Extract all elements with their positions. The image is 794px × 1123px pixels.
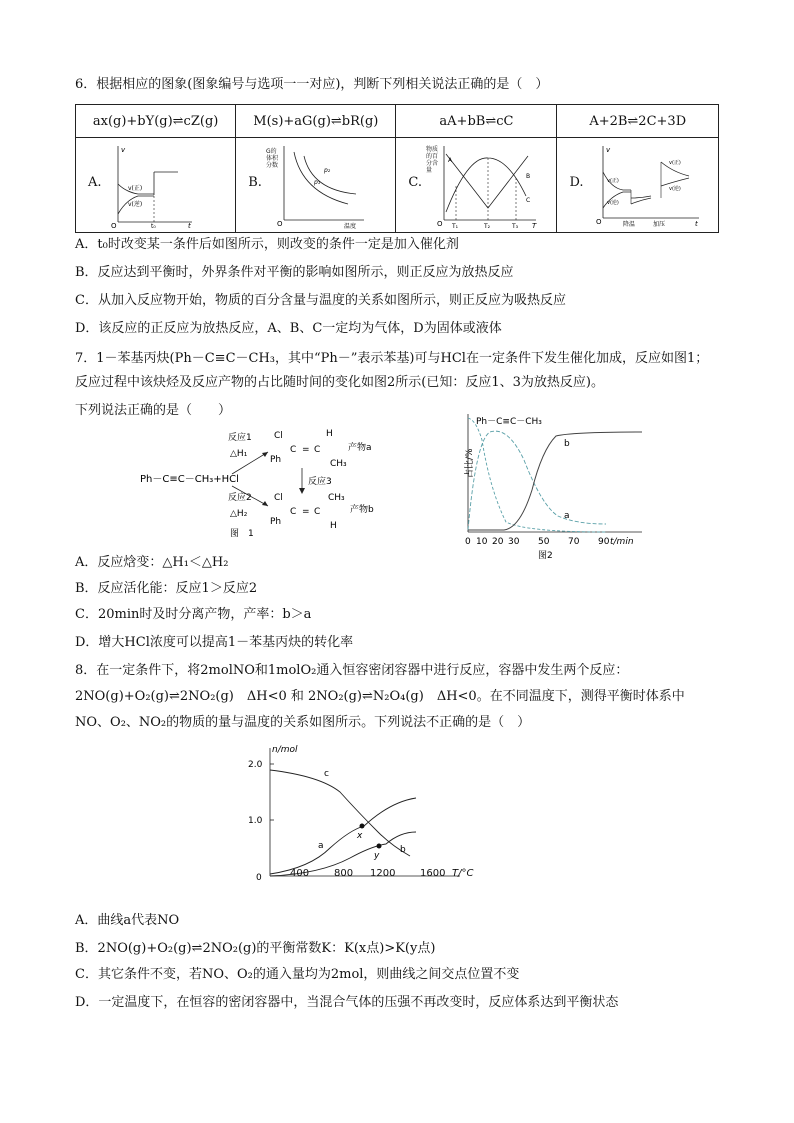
ylabel: v	[121, 146, 126, 154]
curve-a	[468, 431, 606, 530]
q8-xlabel: T/°C	[452, 868, 474, 879]
a-ph: Ph	[270, 455, 282, 465]
xlabel: 温度	[344, 223, 357, 230]
xtick-0: 0	[465, 537, 471, 547]
origin: O	[277, 220, 283, 228]
xtick-70: 70	[568, 537, 580, 547]
q8-xtick-1600: 1600	[420, 868, 446, 879]
curve1-label: A	[448, 157, 453, 164]
ylabel-wrap	[266, 148, 286, 188]
curve1-label-2: v(正)	[669, 160, 682, 166]
q6-header-3: aA+bB⇌cC	[396, 105, 557, 138]
curve-a-label: a	[318, 841, 324, 851]
q7-stem-line2: 反应过程中该炔烃及反应产物的占比随时间的变化如图2所示(已知：反应1、3为放热反应)。	[75, 375, 604, 390]
curve-c-label: c	[324, 769, 329, 779]
curve-p1	[294, 152, 348, 204]
q6-figure-b-label: B.	[248, 175, 262, 190]
point-x	[360, 824, 365, 829]
curve-b-label: b	[400, 845, 406, 855]
ylabel: 物质的百分含量	[426, 146, 439, 174]
curve2-label-2: v(逆)	[669, 186, 682, 192]
q6-figure-c-label: C.	[408, 175, 423, 190]
curve-p2	[304, 156, 356, 194]
q6-figure-b	[236, 138, 396, 233]
q6-option-d: D．该反应的正反应为放热反应，A、B、C一定均为气体，D为固体或液体	[75, 321, 502, 336]
ylabel: G的体积分数	[266, 148, 279, 169]
q7-stem-line1: 7．1－苯基丙炔(Ph－C≡C－CH₃，其中“Ph－”表示苯基)可与HCl在一定条件下发生催化加成，反应如图1；	[75, 351, 709, 366]
q8-xtick-800: 800	[334, 868, 354, 879]
q7-option-a: A．反应焓变：△H₁＜△H₂	[75, 555, 229, 570]
ytick-0: 0	[256, 873, 262, 883]
xtick-30: 30	[508, 537, 520, 547]
origin: O	[111, 222, 117, 230]
ylabel: v	[606, 146, 611, 154]
q8-stem-line3: NO、O₂、NO₂的物质的量与温度的关系如图所示。下列说法不正确的是（ ）	[75, 715, 531, 730]
curve3-label: C	[526, 197, 531, 204]
t0-tick: t₀	[151, 223, 156, 230]
xlabel: t/min	[610, 537, 634, 547]
tick-t3: T₃	[512, 223, 519, 230]
fig1-caption: 图 1	[230, 529, 254, 539]
curve1-label: v(正)	[607, 178, 620, 184]
curve-c	[446, 158, 526, 212]
b-c1: C	[290, 507, 297, 517]
q6-option-a: A．t₀时改变某一条件后如图所示，则改变的条件一定是加入催化剂	[75, 237, 459, 252]
q6-option-c: C．从加入反应物开始，物质的百分含量与温度的关系如图所示，则正反应为吸热反应	[75, 293, 566, 308]
q8-stem-line2: 2NO(g)+O₂(g)⇌2NO₂(g) ΔH<0 和 2NO₂(g)⇌N₂O₄(g) ΔH<0。在不同温度下，测得平衡时体系中	[75, 689, 685, 704]
q8-xtick-400: 400	[290, 868, 310, 879]
point-y-label: y	[374, 851, 380, 861]
ytick-1: 1.0	[248, 816, 263, 826]
q6-graph-d	[589, 142, 709, 228]
origin: O	[596, 218, 602, 226]
xtick-50: 50	[538, 537, 550, 547]
b-c2: C	[314, 507, 321, 517]
tick-t2: T₂	[484, 223, 491, 230]
q6-figure-d-label: D.	[569, 175, 584, 190]
q6-graph-b	[268, 142, 378, 228]
q6-graph-a	[108, 142, 198, 228]
xtick-10: 10	[476, 537, 488, 547]
curve-b-label: b	[564, 439, 570, 449]
curve1-label: p₁	[314, 179, 321, 186]
q8-stem-line1: 8．在一定条件下，将2molNO和1molO₂通入恒容密闭容器中进行反应，容器中发生两个反应：	[75, 663, 629, 678]
xlabel: t	[695, 220, 699, 228]
xlabel: t	[188, 222, 191, 230]
r1-label: 反应1	[228, 433, 252, 443]
curve-b	[468, 432, 642, 530]
reactant-label: Ph－C≡C－CH₃+HCl	[140, 474, 239, 485]
q7-option-b: B．反应活化能：反应1＞反应2	[75, 581, 258, 596]
r3-label: 反应3	[308, 477, 332, 487]
curve2-label: B	[526, 173, 531, 180]
q8-xtick-1200: 1200	[370, 868, 396, 879]
xtick-20: 20	[492, 537, 504, 547]
q7-stem-line3: 下列说法正确的是（ ）	[75, 403, 232, 418]
q7-figure1	[140, 420, 400, 538]
q6-stem: 6．根据相应的图象(图象编号与选项一一对应)，判断下列相关说法正确的是（ ）	[75, 77, 549, 92]
arrowhead-1	[262, 452, 268, 457]
r2-label: 反应2	[228, 493, 252, 503]
curve-c	[270, 770, 410, 856]
q6-header-1: ax(g)+bY(g)⇌cZ(g)	[76, 105, 236, 138]
prod-b-label: 产物b	[350, 505, 374, 515]
q6-header-4: A+2B⇌2C+3D	[557, 105, 719, 138]
b-ph: Ph	[270, 517, 282, 527]
xtick-90: 90	[598, 537, 610, 547]
q6-figure-c	[396, 138, 557, 233]
q7-option-c: C．20min时及时分离产物，产率：b＞a	[75, 607, 312, 622]
cool-segment	[631, 196, 651, 204]
curve-a	[270, 798, 416, 874]
q6-graph-c	[428, 142, 548, 228]
ylabel: 占比/%	[465, 448, 475, 478]
curve1-label: v(正)	[128, 185, 143, 192]
b-h: H	[330, 521, 337, 531]
ylabel: n/mol	[272, 745, 298, 755]
q8-option-c: C．其它条件不变，若NO、O₂的通入量均为2mol，则曲线之间交点位置不变	[75, 967, 520, 982]
q6-header-2: M(s)+aG(g)⇌bR(g)	[236, 105, 396, 138]
a-ch3: CH₃	[330, 459, 347, 469]
q6-figure-a	[76, 138, 236, 233]
curve-reactant	[468, 418, 606, 532]
a-eq: =	[302, 445, 310, 455]
b-ch3: CH₃	[328, 493, 345, 503]
q7-figure2	[446, 410, 666, 560]
q6-figure-a-label: A.	[88, 175, 102, 190]
q8-option-b: B．2NO(g)+O₂(g)⇌2NO₂(g)的平衡常数K：K(x点)>K(y点)	[75, 941, 436, 956]
curve-a-label: a	[564, 511, 570, 521]
a-c1: C	[290, 445, 297, 455]
q6-table	[75, 104, 719, 233]
curve2-label: v(逆)	[607, 200, 620, 206]
point-x-label: x	[357, 831, 363, 841]
b-eq: =	[302, 507, 310, 517]
arrowhead-3	[299, 488, 305, 494]
curve2-label: p₂	[324, 167, 331, 174]
xlabel: T	[532, 222, 537, 230]
b-cl: Cl	[274, 493, 283, 503]
curve2-label: v(逆)	[128, 201, 143, 208]
tick-t1: T₁	[452, 223, 459, 230]
q8-option-a: A．曲线a代表NO	[75, 913, 180, 928]
prod-a-label: 产物a	[348, 443, 372, 453]
mark-press: 加压	[653, 221, 666, 228]
ytick-2: 2.0	[248, 760, 263, 770]
legend-reactant: Ph－C≡C－CH₃	[476, 417, 542, 427]
ylabel-wrap	[426, 146, 446, 194]
mark-cool: 降温	[623, 221, 636, 228]
dh2-label: △H₂	[230, 509, 248, 519]
a-c2: C	[314, 445, 321, 455]
a-h: H	[326, 429, 333, 439]
q6-figure-d	[557, 138, 719, 233]
a-cl: Cl	[274, 431, 283, 441]
q8-option-d: D．一定温度下，在恒容的密闭容器中，当混合气体的压强不再改变时，反应体系达到平衡状态	[75, 995, 619, 1010]
q7-option-d: D．增大HCl浓度可以提高1－苯基丙炔的转化率	[75, 635, 354, 650]
dh1-label: △H₁	[230, 449, 248, 459]
q6-option-b: B．反应达到平衡时，外界条件对平衡的影响如图所示，则正反应为放热反应	[75, 265, 514, 280]
fig2-caption: 图2	[538, 551, 553, 561]
origin: O	[437, 220, 443, 228]
point-y	[377, 844, 382, 849]
